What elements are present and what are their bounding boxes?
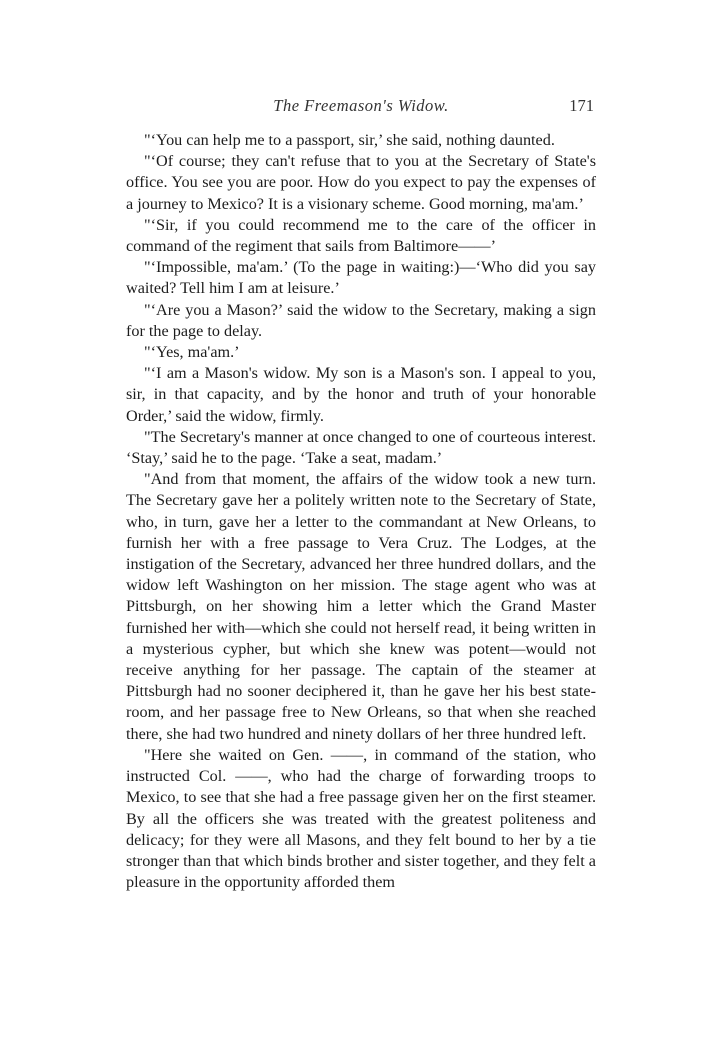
paragraph: "‘Sir, if you could recommend me to the care of the officer in command of the regiment that sails from Baltimore——’	[126, 215, 596, 256]
paragraph: "‘Are you a Mason?’ said the widow to the Secretary, making a sign for the page to delay.	[126, 300, 596, 340]
paragraph: "‘I am a Mason's widow. My son is a Mason's son. I appeal to you, sir, in that capacity, and by the honor and truth of your honorable Order,’ said the widow, firmly.	[126, 364, 596, 425]
page-header	[126, 96, 596, 130]
paragraph: "Here she waited on Gen. ——, in command of the station, who instructed Col. ——, who had the charge of forwarding troops to Mexico, to see that she had a free passage given her on the first steamer. By all the officers she was treated with the greatest politeness and delicacy; for they were all Masons, and they felt bound to her by a tie stronger than that which binds brother and sister together, and they felt a pleasure in the opportunity afforded them	[126, 745, 596, 892]
running-title: The Freemason's Widow.	[273, 96, 449, 115]
paragraph: "And from that moment, the affairs of the widow took a new turn. The Secretary gave her a politely written note to the Secretary of State, who, in turn, gave her a letter to the commandant at New Orleans, to furnish her with a free passage to Vera Cruz. The Lodges, at the instigation of the Secretary, advanced her three hundred dollars, and the widow left Washington on her mission. The stage agent who was at Pittsburgh, on her showing him a letter which the Grand Master furnished her with—which she could not herself read, it being written in a mysterious cypher, but which she knew was potent—would not receive anything for her passage. The captain of the steamer at Pittsburgh had no sooner deciphered it, than he gave her his best state-room, and her passage free to New Orleans, so that when she reached there, she had two hundred and ninety dollars of her three hundred left.	[126, 470, 596, 743]
book-page	[126, 96, 596, 893]
paragraph: "The Secretary's manner at once changed to one of courteous interest. ‘Stay,’ said he to the page. ‘Take a seat, madam.’	[126, 427, 596, 468]
paragraph: "‘Yes, ma'am.’	[144, 343, 240, 362]
paragraph: "‘You can help me to a passport, sir,’ she said, nothing daunted.	[144, 131, 555, 149]
body-text	[126, 130, 596, 893]
page-number: 171	[569, 96, 594, 115]
paragraph: "‘Of course; they can't refuse that to you at the Secretary of State's office. You see you are poor. How do you expect to pay the expenses of a journey to Mexico? It is a visionary scheme. Good morning, ma'am.’	[126, 152, 596, 213]
paragraph: "‘Impossible, ma'am.’ (To the page in waiting:)—‘Who did you say waited? Tell him I am at leisure.’	[126, 258, 596, 298]
